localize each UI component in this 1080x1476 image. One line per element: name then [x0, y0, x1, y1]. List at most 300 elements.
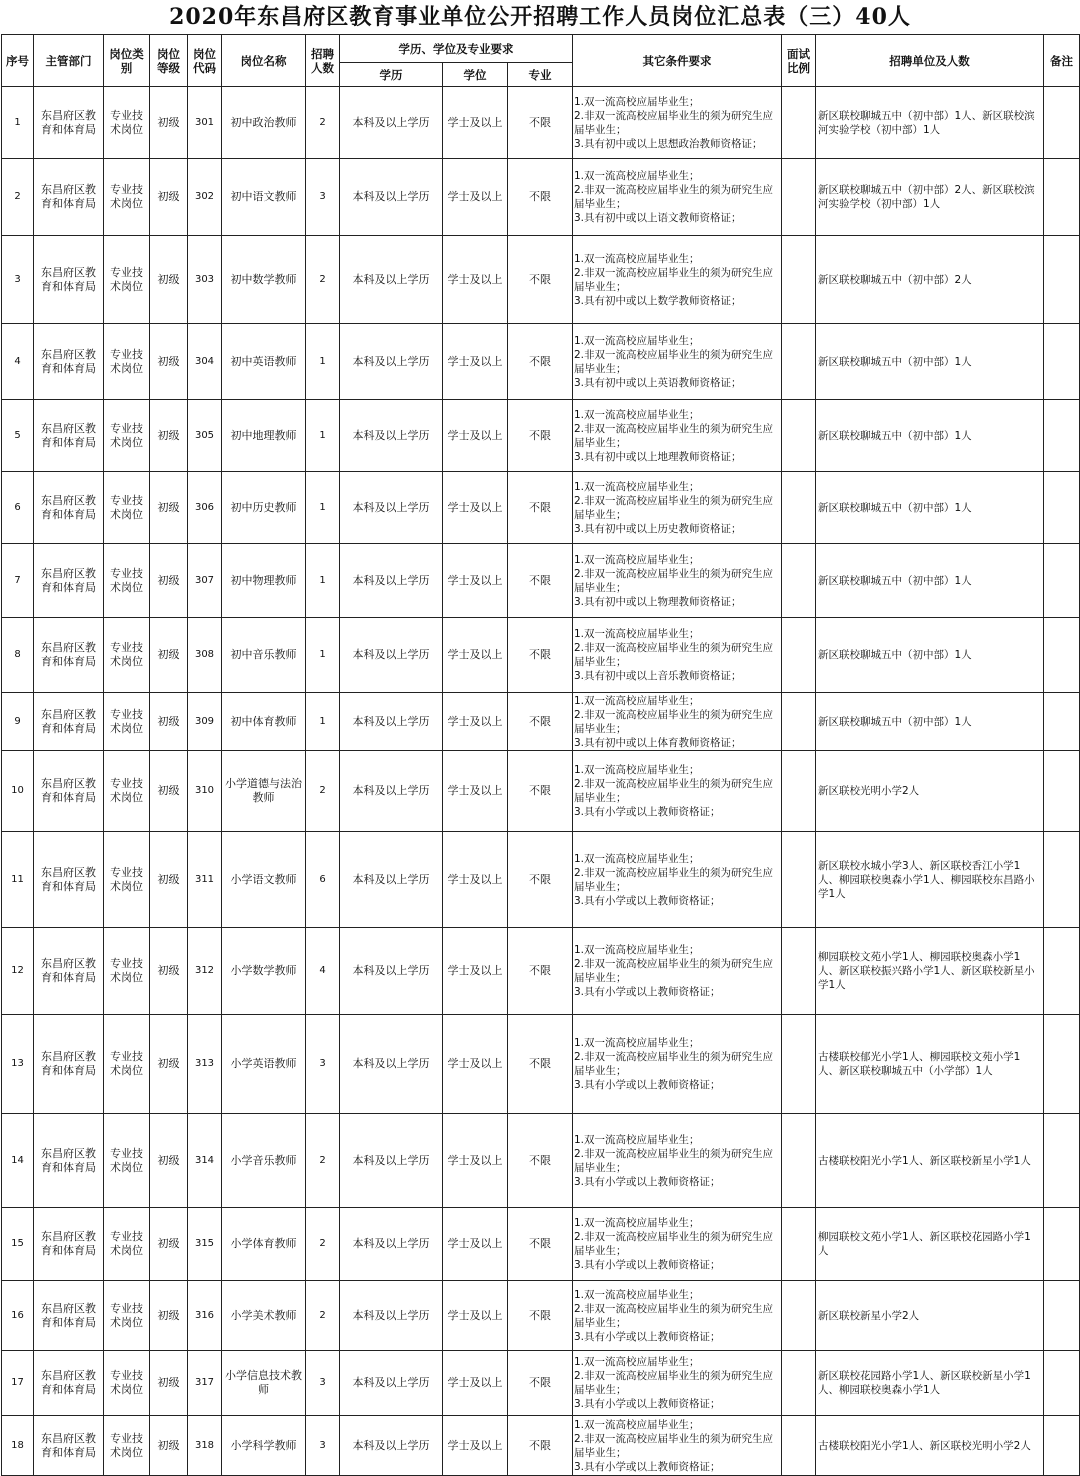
cell-dept: 东昌府区教育和体育局 [34, 928, 104, 1015]
cell-code: 302 [188, 159, 222, 236]
cell-interview-ratio [782, 472, 816, 544]
cell-category: 专业技术岗位 [104, 324, 150, 400]
cell-interview-ratio [782, 751, 816, 832]
table-row [2, 693, 1080, 751]
cell-conditions [573, 928, 782, 1015]
cell-category: 专业技术岗位 [104, 1351, 150, 1416]
cell-units: 新区联校聊城五中（初中部）1人、新区联校滨河实验学校（初中部）1人 [816, 87, 1044, 159]
cell-units: 古楼联校阳光小学1人、新区联校光明小学2人 [816, 1416, 1044, 1476]
header-count: 招聘人数 [306, 35, 340, 87]
cell-category: 专业技术岗位 [104, 1015, 150, 1114]
condition-line: 2.非双一流高校应届毕业生的须为研究生应届毕业生； [574, 184, 774, 210]
condition-line: 3.具有小学或以上教师资格证； [574, 1330, 721, 1343]
cell-position-name: 小学科学教师 [222, 1416, 306, 1476]
table-row [2, 618, 1080, 693]
condition-line: 1.双一流高校应届毕业生； [574, 628, 700, 640]
cell-degree: 学士及以上 [443, 693, 508, 751]
cell-dept: 东昌府区教育和体育局 [34, 1208, 104, 1281]
cell-code: 307 [188, 544, 222, 618]
cell-level: 初级 [150, 693, 188, 751]
table-header [2, 35, 1080, 87]
header-name: 岗位名称 [222, 35, 306, 87]
cell-education: 本科及以上学历 [340, 1416, 443, 1476]
cell-education: 本科及以上学历 [340, 1351, 443, 1416]
cell-position-name: 初中数学教师 [222, 236, 306, 324]
cell-position-name: 初中历史教师 [222, 472, 306, 544]
table-row [2, 1416, 1080, 1476]
cell-dept: 东昌府区教育和体育局 [34, 693, 104, 751]
cell-education: 本科及以上学历 [340, 159, 443, 236]
condition-line: 2.非双一流高校应届毕业生的须为研究生应届毕业生； [574, 1231, 774, 1257]
condition-line: 1.双一流高校应届毕业生； [574, 334, 700, 347]
cell-seq: 8 [2, 618, 34, 693]
cell-interview-ratio [782, 1351, 816, 1416]
cell-units: 新区联校聊城五中（初中部）1人 [816, 472, 1044, 544]
cell-conditions [573, 1416, 782, 1476]
cell-remark [1044, 618, 1080, 693]
cell-remark [1044, 400, 1080, 472]
table-row [2, 472, 1080, 544]
cell-degree: 学士及以上 [443, 159, 508, 236]
cell-interview-ratio [782, 1208, 816, 1281]
cell-dept: 东昌府区教育和体育局 [34, 159, 104, 236]
condition-line: 1.双一流高校应届毕业生； [574, 1356, 700, 1368]
table-row [2, 400, 1080, 472]
cell-education: 本科及以上学历 [340, 236, 443, 324]
cell-count: 3 [306, 1015, 340, 1114]
cell-education: 本科及以上学历 [340, 693, 443, 751]
cell-position-name: 初中地理教师 [222, 400, 306, 472]
cell-category: 专业技术岗位 [104, 1114, 150, 1208]
cell-category: 专业技术岗位 [104, 751, 150, 832]
header-remark: 备注 [1044, 35, 1080, 87]
cell-level: 初级 [150, 1208, 188, 1281]
condition-line: 2.非双一流高校应届毕业生的须为研究生应届毕业生； [574, 958, 774, 984]
cell-degree: 学士及以上 [443, 751, 508, 832]
header-seq: 序号 [2, 35, 34, 87]
cell-code: 312 [188, 928, 222, 1015]
table-row [2, 1208, 1080, 1281]
condition-line: 1.双一流高校应届毕业生； [574, 764, 700, 776]
condition-line: 3.具有初中或以上体育教师资格证； [574, 736, 742, 749]
cell-units: 新区联校聊城五中（初中部）2人、新区联校滨河实验学校（初中部）1人 [816, 159, 1044, 236]
header-conditions: 其它条件要求 [573, 35, 782, 87]
cell-count: 2 [306, 1114, 340, 1208]
cell-interview-ratio [782, 693, 816, 751]
cell-seq: 13 [2, 1015, 34, 1114]
condition-line: 1.双一流高校应届毕业生； [574, 944, 700, 956]
cell-major: 不限 [508, 87, 573, 159]
condition-line: 3.具有小学或以上教师资格证； [574, 1175, 721, 1188]
cell-count: 1 [306, 544, 340, 618]
cell-degree: 学士及以上 [443, 1015, 508, 1114]
condition-line: 3.具有初中或以上思想政治教师资格证； [574, 137, 763, 150]
condition-line: 3.具有初中或以上语文教师资格证； [574, 212, 742, 224]
cell-remark [1044, 1208, 1080, 1281]
condition-line: 1.双一流高校应届毕业生； [574, 553, 700, 566]
cell-code: 309 [188, 693, 222, 751]
positions-table [1, 34, 1080, 1476]
cell-code: 316 [188, 1281, 222, 1351]
cell-education: 本科及以上学历 [340, 928, 443, 1015]
cell-remark [1044, 928, 1080, 1015]
cell-dept: 东昌府区教育和体育局 [34, 832, 104, 928]
cell-major: 不限 [508, 1208, 573, 1281]
cell-degree: 学士及以上 [443, 1114, 508, 1208]
cell-conditions [573, 751, 782, 832]
cell-position-name: 小学美术教师 [222, 1281, 306, 1351]
cell-level: 初级 [150, 618, 188, 693]
table-row [2, 1114, 1080, 1208]
cell-conditions [573, 1114, 782, 1208]
condition-line: 3.具有小学或以上教师资格证； [574, 1460, 721, 1473]
condition-line: 3.具有初中或以上数学教师资格证； [574, 294, 742, 307]
condition-line: 3.具有初中或以上历史教师资格证； [574, 522, 742, 535]
cell-units: 古楼联校阳光小学1人、新区联校新星小学1人 [816, 1114, 1044, 1208]
cell-count: 6 [306, 832, 340, 928]
cell-major: 不限 [508, 324, 573, 400]
document-title: 2020年东昌府区教育事业单位公开招聘工作人员岗位汇总表（三）40人 [169, 4, 911, 30]
cell-level: 初级 [150, 1351, 188, 1416]
cell-count: 1 [306, 324, 340, 400]
cell-education: 本科及以上学历 [340, 1015, 443, 1114]
cell-seq: 15 [2, 1208, 34, 1281]
cell-level: 初级 [150, 751, 188, 832]
condition-line: 3.具有初中或以上英语教师资格证； [574, 376, 742, 389]
cell-units: 柳园联校文苑小学1人、新区联校花园路小学1人 [816, 1208, 1044, 1281]
cell-education: 本科及以上学历 [340, 832, 443, 928]
cell-education: 本科及以上学历 [340, 618, 443, 693]
cell-count: 3 [306, 159, 340, 236]
condition-line: 2.非双一流高校应届毕业生的须为研究生应届毕业生； [574, 1370, 774, 1396]
cell-conditions [573, 618, 782, 693]
condition-line: 2.非双一流高校应届毕业生的须为研究生应届毕业生； [574, 708, 774, 735]
cell-remark [1044, 472, 1080, 544]
condition-line: 3.具有小学或以上教师资格证； [574, 1259, 721, 1271]
cell-conditions [573, 236, 782, 324]
cell-dept: 东昌府区教育和体育局 [34, 236, 104, 324]
cell-interview-ratio [782, 236, 816, 324]
condition-line: 1.双一流高校应届毕业生； [574, 1217, 700, 1229]
cell-units: 新区联校花园路小学1人、新区联校新星小学1人、柳园联校奥森小学1人 [816, 1351, 1044, 1416]
table-row [2, 236, 1080, 324]
cell-education: 本科及以上学历 [340, 87, 443, 159]
cell-code: 313 [188, 1015, 222, 1114]
cell-major: 不限 [508, 1351, 573, 1416]
cell-degree: 学士及以上 [443, 618, 508, 693]
cell-dept: 东昌府区教育和体育局 [34, 618, 104, 693]
table-row [2, 159, 1080, 236]
cell-degree: 学士及以上 [443, 1351, 508, 1416]
cell-major: 不限 [508, 618, 573, 693]
cell-level: 初级 [150, 1114, 188, 1208]
cell-category: 专业技术岗位 [104, 832, 150, 928]
header-category: 岗位类别 [104, 35, 150, 87]
cell-position-name: 初中物理教师 [222, 544, 306, 618]
condition-line: 3.具有小学或以上教师资格证； [574, 1398, 721, 1410]
table-body [2, 87, 1080, 1476]
cell-degree: 学士及以上 [443, 400, 508, 472]
condition-line: 2.非双一流高校应届毕业生的须为研究生应届毕业生； [574, 567, 774, 594]
cell-code: 318 [188, 1416, 222, 1476]
cell-level: 初级 [150, 1281, 188, 1351]
cell-major: 不限 [508, 693, 573, 751]
cell-interview-ratio [782, 928, 816, 1015]
cell-remark [1044, 1015, 1080, 1114]
table-row [2, 1281, 1080, 1351]
header-edu: 学历 [340, 63, 443, 87]
cell-level: 初级 [150, 928, 188, 1015]
cell-major: 不限 [508, 1416, 573, 1476]
condition-line: 1.双一流高校应届毕业生； [574, 1288, 700, 1301]
condition-line: 2.非双一流高校应届毕业生的须为研究生应届毕业生； [574, 1432, 774, 1459]
cell-dept: 东昌府区教育和体育局 [34, 1416, 104, 1476]
cell-interview-ratio [782, 400, 816, 472]
cell-count: 3 [306, 1351, 340, 1416]
cell-dept: 东昌府区教育和体育局 [34, 472, 104, 544]
cell-seq: 2 [2, 159, 34, 236]
cell-interview-ratio [782, 544, 816, 618]
cell-code: 314 [188, 1114, 222, 1208]
condition-line: 2.非双一流高校应届毕业生的须为研究生应届毕业生； [574, 348, 774, 375]
cell-interview-ratio [782, 1015, 816, 1114]
cell-count: 4 [306, 928, 340, 1015]
cell-code: 317 [188, 1351, 222, 1416]
cell-conditions [573, 472, 782, 544]
cell-code: 308 [188, 618, 222, 693]
cell-conditions [573, 1208, 782, 1281]
cell-dept: 东昌府区教育和体育局 [34, 1281, 104, 1351]
cell-major: 不限 [508, 751, 573, 832]
cell-position-name: 小学信息技术教师 [222, 1351, 306, 1416]
cell-category: 专业技术岗位 [104, 1416, 150, 1476]
header-code: 岗位代码 [188, 35, 222, 87]
cell-seq: 12 [2, 928, 34, 1015]
cell-level: 初级 [150, 1416, 188, 1476]
table-row [2, 324, 1080, 400]
cell-category: 专业技术岗位 [104, 1208, 150, 1281]
cell-interview-ratio [782, 1114, 816, 1208]
cell-count: 3 [306, 1416, 340, 1476]
condition-line: 1.双一流高校应届毕业生； [574, 252, 700, 265]
cell-code: 311 [188, 832, 222, 928]
cell-level: 初级 [150, 1015, 188, 1114]
condition-line: 2.非双一流高校应届毕业生的须为研究生应届毕业生； [574, 1147, 774, 1174]
cell-dept: 东昌府区教育和体育局 [34, 544, 104, 618]
header-units: 招聘单位及人数 [816, 35, 1044, 87]
cell-major: 不限 [508, 236, 573, 324]
cell-position-name: 初中英语教师 [222, 324, 306, 400]
cell-category: 专业技术岗位 [104, 159, 150, 236]
cell-units: 柳园联校文苑小学1人、柳园联校奥森小学1人、新区联校振兴路小学1人、新区联校新星小学1人 [816, 928, 1044, 1015]
condition-line: 1.双一流高校应届毕业生； [574, 694, 700, 707]
cell-degree: 学士及以上 [443, 1208, 508, 1281]
cell-position-name: 初中体育教师 [222, 693, 306, 751]
cell-position-name: 小学英语教师 [222, 1015, 306, 1114]
cell-conditions [573, 1015, 782, 1114]
condition-line: 3.具有小学或以上教师资格证； [574, 1079, 721, 1091]
cell-level: 初级 [150, 159, 188, 236]
cell-major: 不限 [508, 1114, 573, 1208]
cell-level: 初级 [150, 87, 188, 159]
cell-level: 初级 [150, 400, 188, 472]
header-major: 专业 [508, 63, 573, 87]
condition-line: 1.双一流高校应届毕业生； [574, 408, 700, 421]
cell-conditions [573, 87, 782, 159]
condition-line: 3.具有小学或以上教师资格证； [574, 806, 721, 818]
cell-category: 专业技术岗位 [104, 1281, 150, 1351]
cell-count: 2 [306, 236, 340, 324]
cell-major: 不限 [508, 400, 573, 472]
cell-level: 初级 [150, 832, 188, 928]
cell-position-name: 小学体育教师 [222, 1208, 306, 1281]
cell-major: 不限 [508, 544, 573, 618]
condition-line: 3.具有小学或以上教师资格证； [574, 894, 721, 907]
cell-conditions [573, 324, 782, 400]
cell-dept: 东昌府区教育和体育局 [34, 751, 104, 832]
cell-count: 2 [306, 1281, 340, 1351]
cell-conditions [573, 832, 782, 928]
cell-remark [1044, 832, 1080, 928]
cell-degree: 学士及以上 [443, 1281, 508, 1351]
cell-degree: 学士及以上 [443, 236, 508, 324]
cell-remark [1044, 324, 1080, 400]
condition-line: 1.双一流高校应届毕业生； [574, 95, 700, 108]
cell-remark [1044, 751, 1080, 832]
cell-dept: 东昌府区教育和体育局 [34, 1351, 104, 1416]
cell-remark [1044, 236, 1080, 324]
cell-dept: 东昌府区教育和体育局 [34, 87, 104, 159]
cell-degree: 学士及以上 [443, 87, 508, 159]
condition-line: 3.具有初中或以上物理教师资格证； [574, 595, 742, 608]
cell-units: 新区联校聊城五中（初中部）1人 [816, 324, 1044, 400]
condition-line: 2.非双一流高校应届毕业生的须为研究生应届毕业生； [574, 866, 774, 893]
table-row [2, 751, 1080, 832]
condition-line: 1.双一流高校应届毕业生； [574, 852, 700, 865]
header-ratio: 面试比例 [782, 35, 816, 87]
cell-seq: 1 [2, 87, 34, 159]
cell-count: 1 [306, 472, 340, 544]
cell-education: 本科及以上学历 [340, 544, 443, 618]
cell-level: 初级 [150, 472, 188, 544]
cell-category: 专业技术岗位 [104, 928, 150, 1015]
cell-code: 310 [188, 751, 222, 832]
cell-interview-ratio [782, 87, 816, 159]
header-dept: 主管部门 [34, 35, 104, 87]
cell-major: 不限 [508, 1015, 573, 1114]
condition-line: 1.双一流高校应届毕业生； [574, 480, 700, 493]
cell-degree: 学士及以上 [443, 324, 508, 400]
cell-category: 专业技术岗位 [104, 472, 150, 544]
cell-conditions [573, 1351, 782, 1416]
cell-education: 本科及以上学历 [340, 324, 443, 400]
cell-major: 不限 [508, 832, 573, 928]
cell-education: 本科及以上学历 [340, 472, 443, 544]
cell-remark [1044, 1351, 1080, 1416]
condition-line: 3.具有初中或以上音乐教师资格证； [574, 670, 742, 682]
cell-category: 专业技术岗位 [104, 693, 150, 751]
condition-line: 2.非双一流高校应届毕业生的须为研究生应届毕业生； [574, 109, 774, 136]
cell-education: 本科及以上学历 [340, 1208, 443, 1281]
cell-conditions [573, 544, 782, 618]
condition-line: 1.双一流高校应届毕业生； [574, 170, 700, 182]
cell-education: 本科及以上学历 [340, 1114, 443, 1208]
table-row [2, 87, 1080, 159]
cell-major: 不限 [508, 1281, 573, 1351]
cell-conditions [573, 159, 782, 236]
condition-line: 3.具有小学或以上教师资格证； [574, 986, 721, 998]
cell-category: 专业技术岗位 [104, 544, 150, 618]
cell-remark [1044, 1114, 1080, 1208]
condition-line: 1.双一流高校应届毕业生； [574, 1037, 700, 1049]
cell-seq: 10 [2, 751, 34, 832]
cell-dept: 东昌府区教育和体育局 [34, 400, 104, 472]
cell-remark [1044, 159, 1080, 236]
cell-units: 新区联校光明小学2人 [816, 751, 1044, 832]
cell-interview-ratio [782, 1416, 816, 1476]
cell-units: 新区联校新星小学2人 [816, 1281, 1044, 1351]
cell-category: 专业技术岗位 [104, 236, 150, 324]
cell-seq: 3 [2, 236, 34, 324]
condition-line: 2.非双一流高校应届毕业生的须为研究生应届毕业生； [574, 778, 774, 804]
cell-degree: 学士及以上 [443, 832, 508, 928]
cell-units: 新区联校聊城五中（初中部）1人 [816, 544, 1044, 618]
cell-position-name: 小学音乐教师 [222, 1114, 306, 1208]
cell-units: 新区联校聊城五中（初中部）1人 [816, 618, 1044, 693]
cell-position-name: 初中音乐教师 [222, 618, 306, 693]
cell-seq: 17 [2, 1351, 34, 1416]
table-row [2, 544, 1080, 618]
cell-position-name: 初中政治教师 [222, 87, 306, 159]
cell-seq: 9 [2, 693, 34, 751]
cell-code: 301 [188, 87, 222, 159]
condition-line: 2.非双一流高校应届毕业生的须为研究生应届毕业生； [574, 266, 774, 293]
cell-conditions [573, 400, 782, 472]
table-row [2, 1015, 1080, 1114]
cell-dept: 东昌府区教育和体育局 [34, 324, 104, 400]
cell-major: 不限 [508, 928, 573, 1015]
header-degree: 学位 [443, 63, 508, 87]
cell-major: 不限 [508, 159, 573, 236]
cell-dept: 东昌府区教育和体育局 [34, 1015, 104, 1114]
cell-count: 2 [306, 1208, 340, 1281]
cell-count: 1 [306, 618, 340, 693]
cell-remark [1044, 544, 1080, 618]
cell-degree: 学士及以上 [443, 928, 508, 1015]
cell-code: 315 [188, 1208, 222, 1281]
cell-interview-ratio [782, 832, 816, 928]
cell-major: 不限 [508, 472, 573, 544]
condition-line: 2.非双一流高校应届毕业生的须为研究生应届毕业生； [574, 494, 774, 521]
header-level: 岗位等级 [150, 35, 188, 87]
cell-degree: 学士及以上 [443, 544, 508, 618]
cell-interview-ratio [782, 1281, 816, 1351]
cell-units: 新区联校聊城五中（初中部）2人 [816, 236, 1044, 324]
cell-code: 303 [188, 236, 222, 324]
cell-seq: 6 [2, 472, 34, 544]
cell-seq: 4 [2, 324, 34, 400]
cell-code: 304 [188, 324, 222, 400]
cell-units: 新区联校聊城五中（初中部）1人 [816, 693, 1044, 751]
cell-seq: 16 [2, 1281, 34, 1351]
cell-degree: 学士及以上 [443, 472, 508, 544]
cell-education: 本科及以上学历 [340, 751, 443, 832]
cell-code: 305 [188, 400, 222, 472]
cell-degree: 学士及以上 [443, 1416, 508, 1476]
cell-education: 本科及以上学历 [340, 1281, 443, 1351]
cell-seq: 5 [2, 400, 34, 472]
cell-seq: 18 [2, 1416, 34, 1476]
